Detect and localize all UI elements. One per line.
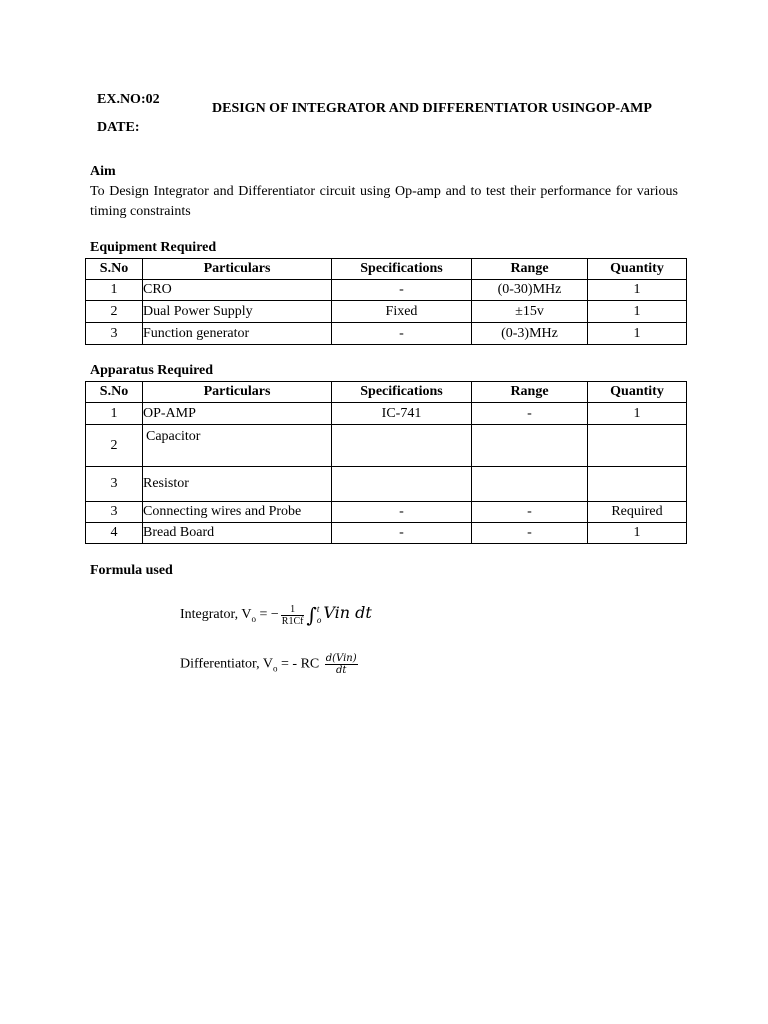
equals-rc: = - RC [277,656,323,672]
table-cell: 4 [86,523,143,544]
table-cell: 3 [86,467,143,502]
table-cell: 2 [86,425,143,467]
table-cell: Dual Power Supply [143,301,332,323]
date-label: DATE: [97,120,140,135]
integrator-label: Integrator, V [180,607,252,623]
table-cell: ±15v [472,301,588,323]
fraction-denominator: dt [335,665,347,676]
table-row [86,425,687,467]
table-cell: - [332,280,472,301]
table-cell: Connecting wires and Probe [143,502,332,523]
apparatus-table [85,381,687,544]
integral-lower-limit: o [316,615,322,625]
column-header: Specifications [332,259,472,280]
column-header: Particulars [143,259,332,280]
table-row [86,323,687,345]
table-cell [588,425,687,467]
table-cell: - [332,523,472,544]
table-cell: - [332,502,472,523]
column-header: S.No [86,259,143,280]
table-header-row [86,382,687,403]
table-cell: CRO [143,280,332,301]
fraction-numerator: 1 [281,604,305,616]
table-cell: Resistor [143,467,332,502]
aim-text: To Design Integrator and Differentiator circuit using Op-amp and to test their performance for various timing constraints [90,184,678,219]
table-cell [472,425,588,467]
aim-heading: Aim [90,164,116,179]
table-cell: OP-AMP [143,403,332,425]
table-cell: 1 [588,523,687,544]
table-cell: Fixed [332,301,472,323]
table-cell [332,467,472,502]
table-cell: - [472,523,588,544]
equals-minus: = − [256,607,279,623]
vo-subscript: o [251,614,256,625]
column-header: Range [472,382,588,403]
table-cell: 1 [86,280,143,301]
table-cell: Function generator [143,323,332,345]
document-title: DESIGN OF INTEGRATOR AND DIFFERENTIATOR USINGOP-AMP [212,101,652,116]
differentiator-formula [180,653,360,676]
table-row [86,523,687,544]
table-cell: Required [588,502,687,523]
differentiator-label: Differentiator, V [180,656,274,672]
column-header: S.No [86,382,143,403]
table-cell: Bread Board [143,523,332,544]
table-row [86,467,687,502]
table-cell: 1 [588,403,687,425]
fraction-numerator: d(Vin) [325,653,357,664]
table-cell: 2 [86,301,143,323]
table-cell: IC-741 [332,403,472,425]
table-cell [588,467,687,502]
table-cell: - [472,403,588,425]
exercise-number: EX.NO:02 [97,92,160,107]
table-header-row [86,259,687,280]
equipment-table [85,258,687,345]
formula-heading: Formula used [90,563,173,578]
column-header: Specifications [332,382,472,403]
integrator-formula [180,603,372,627]
table-cell: - [472,502,588,523]
column-header: Range [472,259,588,280]
table-cell: 1 [588,323,687,345]
table-cell: - [332,323,472,345]
table-cell: 1 [86,403,143,425]
table-cell: 1 [588,301,687,323]
table-cell: 1 [588,280,687,301]
table-cell: 3 [86,502,143,523]
integral-upper-limit: t [316,604,320,614]
fraction-denominator: R1Cf [281,615,304,627]
table-row [86,280,687,301]
table-row [86,301,687,323]
table-cell [332,425,472,467]
table-cell: 3 [86,323,143,345]
table-cell: (0-30)MHz [472,280,588,301]
vo-subscript: o [273,663,278,674]
column-header: Quantity [588,259,687,280]
column-header: Particulars [143,382,332,403]
integrator-fraction [281,604,305,627]
column-header: Quantity [588,382,687,403]
equipment-heading: Equipment Required [90,240,217,255]
apparatus-heading: Apparatus Required [90,363,214,378]
integrand: Vin dt [323,603,372,623]
table-row [86,502,687,523]
differentiator-fraction [325,653,358,676]
integral-icon: ∫ [306,603,317,627]
table-cell: (0-3)MHz [472,323,588,345]
integral-limits [317,604,322,626]
table-cell: Capacitor [143,425,332,467]
table-cell [472,467,588,502]
table-row [86,403,687,425]
